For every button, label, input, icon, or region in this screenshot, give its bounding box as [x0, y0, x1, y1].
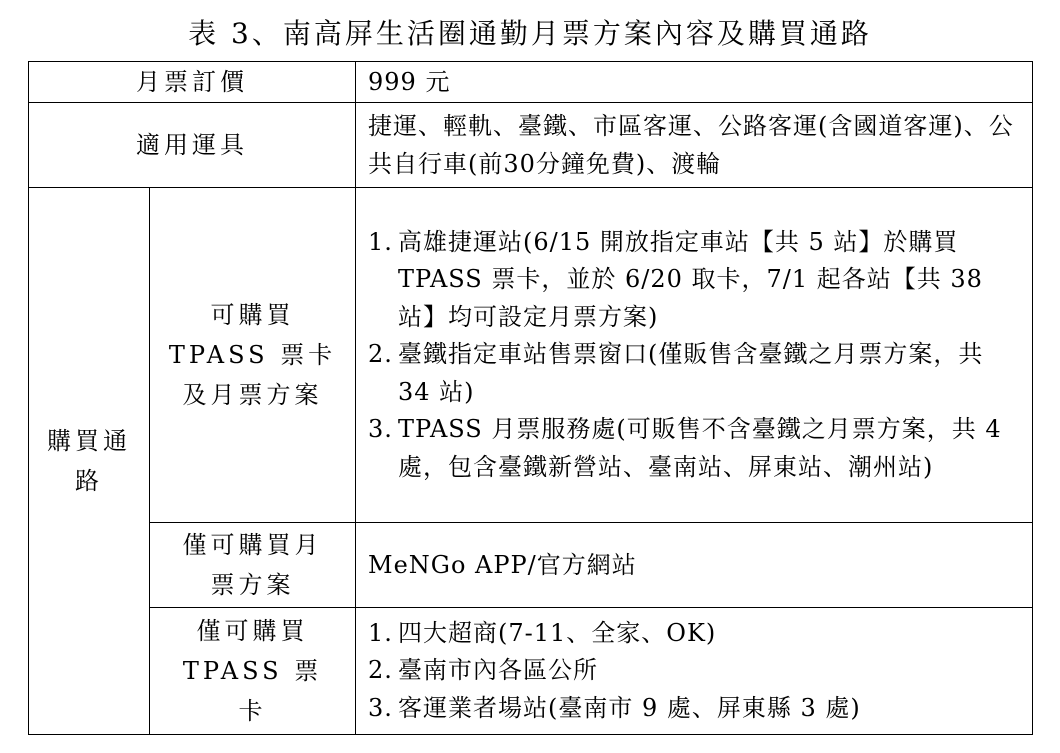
vehicles-value: 捷運、輕軌、臺鐵、市區客運、公路客運(含國道客運)、公共自行車(前30分鐘免費)、渡輪 [356, 103, 1033, 188]
vehicles-label: 適用運具 [29, 103, 356, 188]
list-item-text: 客運業者場站(臺南市 9 處、屏東縣 3 處) [398, 693, 861, 722]
list-item: 2. 臺南市內各區公所 [368, 656, 598, 685]
table-row-channel-card-only [29, 608, 1033, 735]
table-title: 表 3、南高屏生活圈通勤月票方案內容及購買通路 [188, 17, 872, 50]
list-item-text: 四大超商(7-11、全家、OK) [398, 618, 717, 647]
list-item: 3. TPASS 月票服務處(可販售不含臺鐵之月票方案，共 4 處，包含臺鐵新營站、臺南站、屏東站、潮州站) [368, 415, 1002, 481]
table-row-channel-both [29, 188, 1033, 523]
channel-group-label: 僅可購買月票方案 [150, 523, 356, 608]
channel-group-items [356, 608, 1033, 735]
table-row-vehicles [29, 103, 1033, 188]
channel-group-value: MeNGo APP/官方網站 [356, 523, 1033, 608]
price-label: 月票訂價 [29, 62, 356, 103]
table-row-channel-pass-only [29, 523, 1033, 608]
list-item: 3. 客運業者場站(臺南市 9 處、屏東縣 3 處) [368, 693, 861, 722]
price-value: 999 元 [356, 62, 1033, 103]
list-item-text: 高雄捷運站(6/15 開放指定車站【共 5 站】於購買 TPASS 票卡，並於 6/20 取卡，7/1 起各站【共 38 站】均可設定月票方案) [398, 227, 983, 331]
list-item: 1. 四大超商(7-11、全家、OK) [368, 618, 717, 647]
list-item-text: 臺南市內各區公所 [398, 656, 598, 685]
table-row-price [29, 62, 1033, 103]
channels-label: 購買通路 [29, 188, 150, 735]
monthly-pass-table [28, 61, 1033, 735]
channel-group-items [356, 188, 1033, 523]
list-item: 1. 高雄捷運站(6/15 開放指定車站【共 5 站】於購買 TPASS 票卡，並於 6/20 取卡，7/1 起各站【共 38 站】均可設定月票方案) [368, 227, 983, 331]
list-item-text: 臺鐵指定車站售票窗口(僅販售含臺鐵之月票方案，共 34 站) [398, 340, 984, 406]
list-item: 2. 臺鐵指定車站售票窗口(僅販售含臺鐵之月票方案，共 34 站) [368, 340, 984, 406]
channel-group-label: 可購買 TPASS 票卡及月票方案 [150, 188, 356, 523]
list-item-text: TPASS 月票服務處(可販售不含臺鐵之月票方案，共 4 處，包含臺鐵新營站、臺南站、屏東站、潮州站) [398, 415, 1002, 481]
channel-group-label: 僅可購買 TPASS 票卡 [150, 608, 356, 735]
